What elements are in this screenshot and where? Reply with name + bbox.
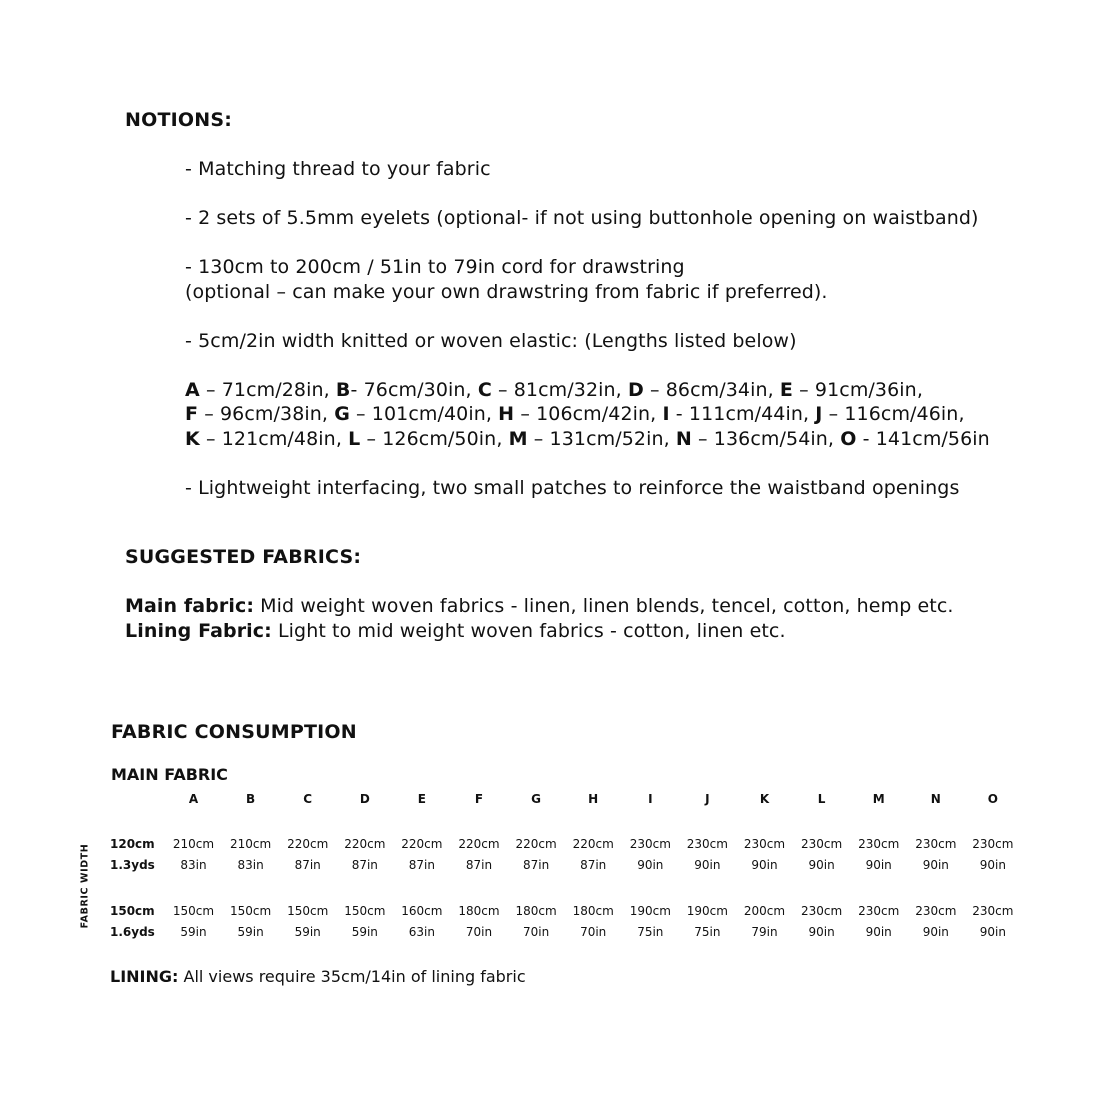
size-header: L (817, 792, 826, 806)
table-cell: 90in (694, 858, 721, 872)
table-cell: 230cm (800, 904, 843, 918)
size-header: F (474, 792, 484, 806)
table-cell: 230cm (915, 904, 957, 918)
size-letter: A (185, 378, 200, 401)
width-row-label: 1.3yds (110, 858, 155, 872)
size-header: A (188, 792, 199, 806)
table-cell: 90in (751, 858, 778, 872)
table-cell: 79in (751, 925, 778, 939)
table-cell: 210cm (172, 837, 215, 851)
table-cell: 220cm (287, 837, 329, 851)
notions-text: – 81cm/32in, (491, 378, 628, 401)
table-cell: 230cm (743, 837, 786, 851)
size-letter: M (508, 427, 528, 450)
table-cell: 230cm (972, 837, 1014, 851)
table-cell: 70in (580, 925, 607, 939)
table-cell: 90in (865, 925, 892, 939)
table-cell: 75in (637, 925, 664, 939)
lining-fabric-label: Lining Fabric: (125, 619, 272, 642)
size-header: H (588, 792, 599, 806)
table-cell: 230cm (858, 837, 900, 851)
table-cell: 70in (465, 925, 493, 939)
table-cell: 160cm (401, 904, 443, 918)
table-cell: 220cm (344, 837, 386, 851)
table-cell: 180cm (515, 904, 557, 918)
table-cell: 180cm (572, 904, 614, 918)
table-cell: 75in (694, 925, 721, 939)
table-cell: 190cm (629, 904, 671, 918)
width-row-label: 1.6yds (110, 925, 155, 939)
size-letter: D (627, 378, 644, 401)
table-cell: 150cm (344, 904, 386, 918)
table-cell: 90in (808, 925, 835, 939)
size-header: N (930, 792, 941, 806)
width-row-label: 120cm (110, 837, 155, 851)
notions-text: – 121cm/48in, (199, 427, 349, 450)
table-cell: 150cm (172, 904, 215, 918)
notions-text: - 111cm/44in, (669, 403, 816, 425)
table-cell: 230cm (800, 837, 843, 851)
fabric-consumption-heading: FABRIC CONSUMPTION (111, 721, 357, 743)
table-cell: 90in (808, 858, 835, 872)
size-header: I (648, 792, 653, 806)
size-header: D (359, 792, 370, 806)
size-header: C (303, 792, 313, 806)
lining-note-label: LINING: (110, 967, 179, 986)
table-cell: 90in (865, 858, 892, 872)
notions-text: - 141cm/56in (856, 427, 990, 450)
notions-text: – 136cm/54in, (691, 427, 841, 450)
notions-text: - Lightweight interfacing, two small patches to reinforce the waistband openings (185, 476, 960, 499)
notions-text: – 101cm/40in, (349, 403, 499, 425)
size-letter: N (675, 427, 692, 450)
table-cell: 220cm (515, 837, 557, 851)
size-letter: J (815, 403, 823, 425)
table-cell: 83in (237, 858, 264, 872)
table-cell: 220cm (572, 837, 614, 851)
notions-text: (optional – can make your own drawstring from fabric if preferred). (185, 280, 828, 303)
notions-text: – 86cm/34in, (643, 378, 780, 401)
size-letter: C (477, 378, 492, 401)
table-cell: 70in (522, 925, 550, 939)
size-letter: I (662, 403, 670, 425)
notions-text: - 76cm/30in, (350, 378, 478, 401)
table-cell: 180cm (458, 904, 500, 918)
size-letter: B (335, 378, 351, 401)
size-header: K (759, 792, 770, 806)
suggested-fabrics-heading: SUGGESTED FABRICS: (125, 546, 362, 568)
main-fabric-text: Mid weight woven fabrics - linen, linen blends, tencel, cotton, hemp etc. (254, 595, 954, 617)
size-header: O (987, 792, 998, 806)
size-header: J (705, 792, 710, 806)
notions-text: - 130cm to 200cm / 51in to 79in cord for drawstring (185, 256, 685, 278)
fabric-width-axis-label: FABRIC WIDTH (79, 843, 91, 929)
table-cell: 59in (180, 925, 207, 939)
table-cell: 230cm (629, 837, 671, 851)
lining-fabric-text: Light to mid weight woven fabrics - cotton, linen etc. (271, 619, 786, 642)
table-cell: 87in (351, 858, 378, 872)
table-cell: 90in (922, 858, 949, 872)
notions-text: – 116cm/46in, (822, 403, 965, 425)
table-cell: 150cm (229, 904, 272, 918)
notions-text: – 131cm/52in, (527, 427, 676, 450)
table-cell: 190cm (686, 904, 728, 918)
notions-text: – 106cm/42in, (514, 403, 663, 425)
size-letter: E (779, 378, 794, 401)
table-cell: 90in (637, 858, 664, 872)
size-header: G (531, 792, 542, 806)
width-row-label: 150cm (110, 904, 155, 918)
size-letter: G (334, 403, 350, 425)
notions-text: – 126cm/50in, (360, 427, 509, 450)
size-header: M (872, 792, 885, 806)
table-cell: 200cm (743, 904, 786, 918)
table-cell: 90in (979, 858, 1006, 872)
notions-text: - 5cm/2in width knitted or woven elastic: (Lengths listed below) (185, 329, 797, 352)
table-cell: 59in (294, 925, 321, 939)
table-cell: 230cm (858, 904, 900, 918)
table-cell: 150cm (287, 904, 329, 918)
notions-text: – 91cm/36in, (793, 378, 923, 401)
table-cell: 90in (922, 925, 949, 939)
notions-text: – 96cm/38in, (198, 403, 335, 425)
table-cell: 63in (408, 925, 435, 939)
table-cell: 59in (237, 925, 264, 939)
notions-text: – 71cm/28in, (199, 378, 336, 401)
lining-note (110, 967, 526, 986)
lining-note-text: All views require 35cm/14in of lining fabric (178, 967, 526, 986)
table-cell: 220cm (458, 837, 500, 851)
size-letter: H (498, 403, 515, 425)
table-cell: 220cm (401, 837, 443, 851)
main-fabric-label: Main fabric: (125, 595, 255, 617)
size-header: E (417, 792, 426, 806)
table-cell: 87in (408, 858, 435, 872)
table-cell: 87in (465, 858, 493, 872)
size-header: B (246, 792, 256, 806)
size-letter: L (348, 427, 361, 450)
table-cell: 230cm (972, 904, 1014, 918)
notions-text: - Matching thread to your fabric (185, 158, 491, 180)
table-cell: 59in (351, 925, 378, 939)
table-cell: 210cm (229, 837, 272, 851)
notions-heading: NOTIONS: (125, 109, 233, 131)
main-fabric-subheading: MAIN FABRIC (111, 765, 228, 784)
table-cell: 90in (979, 925, 1006, 939)
table-cell: 230cm (686, 837, 728, 851)
size-letter: K (185, 427, 200, 450)
table-cell: 87in (522, 858, 550, 872)
size-letter: F (185, 403, 199, 425)
notions-text: - 2 sets of 5.5mm eyelets (optional- if not using buttonhole opening on waistband) (185, 207, 979, 229)
size-letter: O (840, 427, 857, 450)
table-cell: 87in (580, 858, 607, 872)
table-cell: 87in (294, 858, 321, 872)
table-cell: 230cm (915, 837, 957, 851)
table-cell: 83in (180, 858, 207, 872)
